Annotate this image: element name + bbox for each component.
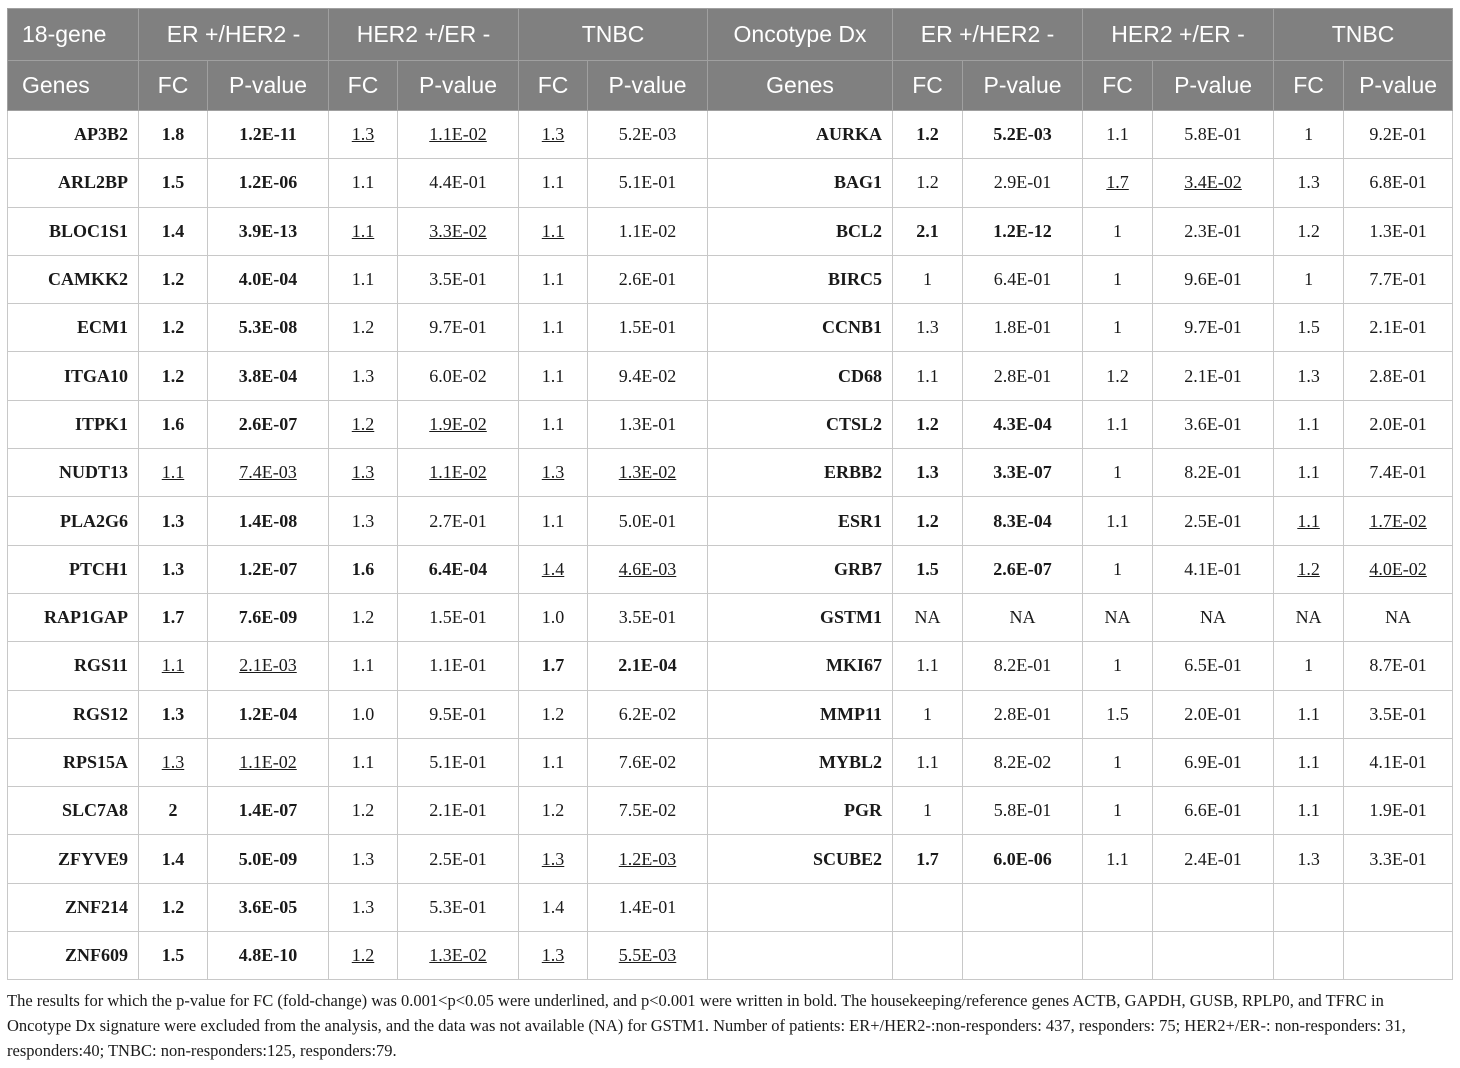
pvalue-cell: 4.8E-10 [208,932,329,980]
fc-cell: 1.5 [893,545,963,593]
fc-cell [1274,932,1344,980]
pvalue-cell: 7.6E-02 [588,738,708,786]
gene-name-cell: AURKA [708,111,893,159]
gene-name-cell: RGS12 [8,690,139,738]
fc-cell: 1.2 [893,400,963,448]
gene-name-cell: RGS11 [8,642,139,690]
pvalue-cell: 3.5E-01 [588,593,708,641]
col-group-er-pos-left: ER +/HER2 - [139,9,329,61]
pvalue-cell: 5.2E-03 [588,111,708,159]
fc-cell: 1.2 [1083,352,1153,400]
fc-cell: 1.1 [1083,835,1153,883]
results-table [7,8,1453,980]
fc-cell: 1.2 [139,883,208,931]
gene-name-cell: MMP11 [708,690,893,738]
table-row [8,159,1453,207]
pvalue-cell: 2.8E-01 [963,352,1083,400]
fc-cell: 1.1 [139,642,208,690]
col-genes-left: Genes [8,61,139,111]
fc-cell: 1 [1083,304,1153,352]
fc-cell: 1.3 [519,835,588,883]
table-row [8,787,1453,835]
pvalue-cell: 4.6E-03 [588,545,708,593]
col-fc: FC [1083,61,1153,111]
fc-cell: 1.1 [519,304,588,352]
table-row [8,932,1453,980]
pvalue-cell: 5.5E-03 [588,932,708,980]
pvalue-cell: 2.6E-01 [588,255,708,303]
fc-cell: 1.2 [1274,545,1344,593]
col-pvalue: P-value [1344,61,1453,111]
fc-cell: NA [893,593,963,641]
fc-cell: 1.3 [519,932,588,980]
gene-name-cell: BAG1 [708,159,893,207]
pvalue-cell: 8.2E-02 [963,738,1083,786]
gene-name-cell: CTSL2 [708,400,893,448]
pvalue-cell: 7.7E-01 [1344,255,1453,303]
col-fc: FC [519,61,588,111]
fc-cell: 1.7 [139,593,208,641]
pvalue-cell [1153,883,1274,931]
gene-name-cell: PTCH1 [8,545,139,593]
pvalue-cell: 2.0E-01 [1344,400,1453,448]
pvalue-cell: 1.2E-04 [208,690,329,738]
col-group-18-gene: 18-gene [8,9,139,61]
pvalue-cell: 3.3E-07 [963,449,1083,497]
fc-cell: 1.1 [1083,400,1153,448]
gene-name-cell: PLA2G6 [8,497,139,545]
pvalue-cell: 1.1E-02 [208,738,329,786]
gene-name-cell: GRB7 [708,545,893,593]
fc-cell: 1.2 [329,593,398,641]
col-pvalue: P-value [588,61,708,111]
pvalue-cell: 3.3E-02 [398,207,519,255]
table-row [8,400,1453,448]
pvalue-cell: 2.6E-07 [208,400,329,448]
gene-name-cell: GSTM1 [708,593,893,641]
fc-cell: 1 [1083,449,1153,497]
pvalue-cell: 1.3E-02 [398,932,519,980]
pvalue-cell: 2.8E-01 [963,690,1083,738]
fc-cell: 1.3 [329,111,398,159]
fc-cell: 1.2 [329,932,398,980]
pvalue-cell: 5.3E-01 [398,883,519,931]
pvalue-cell: 7.5E-02 [588,787,708,835]
pvalue-cell: 4.3E-04 [963,400,1083,448]
pvalue-cell: 2.1E-01 [1344,304,1453,352]
pvalue-cell: 3.8E-04 [208,352,329,400]
fc-cell: 1.5 [139,932,208,980]
fc-cell: 1.1 [329,255,398,303]
fc-cell: 1.2 [329,787,398,835]
fc-cell: NA [1274,593,1344,641]
fc-cell: 1 [1083,255,1153,303]
table-row [8,111,1453,159]
fc-cell: 1.1 [1274,497,1344,545]
pvalue-cell: 2.8E-01 [1344,352,1453,400]
pvalue-cell: 4.1E-01 [1153,545,1274,593]
pvalue-cell: 9.6E-01 [1153,255,1274,303]
pvalue-cell: 1.2E-07 [208,545,329,593]
fc-cell: 1.1 [329,642,398,690]
pvalue-cell: 8.7E-01 [1344,642,1453,690]
pvalue-cell: 5.3E-08 [208,304,329,352]
pvalue-cell: 4.4E-01 [398,159,519,207]
fc-cell: 1.7 [519,642,588,690]
pvalue-cell: 1.4E-07 [208,787,329,835]
pvalue-cell: 2.1E-01 [398,787,519,835]
gene-name-cell: CD68 [708,352,893,400]
fc-cell: 1.3 [139,738,208,786]
gene-name-cell: AP3B2 [8,111,139,159]
fc-cell: 1.2 [893,159,963,207]
fc-cell: 1.1 [1274,449,1344,497]
pvalue-cell: 1.2E-03 [588,835,708,883]
fc-cell: 1.3 [893,449,963,497]
gene-name-cell: RAP1GAP [8,593,139,641]
pvalue-cell: 8.2E-01 [963,642,1083,690]
fc-cell: 1.2 [139,352,208,400]
fc-cell: 1.1 [519,159,588,207]
fc-cell: 1.3 [329,352,398,400]
pvalue-cell: 5.8E-01 [1153,111,1274,159]
table-row [8,835,1453,883]
fc-cell: 1 [1083,545,1153,593]
fc-cell: 1.1 [1274,400,1344,448]
fc-cell: 1.3 [519,449,588,497]
gene-name-cell [708,932,893,980]
table-row [8,593,1453,641]
fc-cell: 1.4 [139,835,208,883]
fc-cell: 1.1 [893,642,963,690]
pvalue-cell: 3.3E-01 [1344,835,1453,883]
pvalue-cell [1344,932,1453,980]
fc-cell: 1.5 [139,159,208,207]
fc-cell: 1.3 [1274,352,1344,400]
table-footnote: The results for which the p-value for FC (fold-change) was 0.001<p<0.05 were underlined, and p<0.001 were written in bold. The housekeeping/reference genes ACTB, GAPDH, GUSB, RPLP0, and TFRC in Oncotype Dx signature were excluded from the analysis, and the data was not available (NA) for GSTM1. Number of patients: ER+/HER2-:non-responders: 437, responders: 75; HER2+/ER-: non-responders: 31, responders:40; TNBC: non-responders:125, responders:79. [7,991,1406,1060]
pvalue-cell: 6.4E-04 [398,545,519,593]
col-group-her2-pos-right: HER2 +/ER - [1083,9,1274,61]
fc-cell: 1.3 [519,111,588,159]
pvalue-cell: 6.0E-02 [398,352,519,400]
pvalue-cell: 5.1E-01 [588,159,708,207]
gene-name-cell: ESR1 [708,497,893,545]
pvalue-cell: 6.9E-01 [1153,738,1274,786]
pvalue-cell: 1.2E-11 [208,111,329,159]
col-group-tnbc-right: TNBC [1274,9,1453,61]
fc-cell: 1.0 [329,690,398,738]
fc-cell: 1.2 [893,111,963,159]
pvalue-cell: 3.5E-01 [398,255,519,303]
fc-cell: 1.3 [139,545,208,593]
pvalue-cell: 2.3E-01 [1153,207,1274,255]
fc-cell: NA [1083,593,1153,641]
fc-cell: 1.3 [1274,159,1344,207]
fc-cell: 1.5 [1083,690,1153,738]
pvalue-cell: 1.1E-01 [398,642,519,690]
col-pvalue: P-value [1153,61,1274,111]
gene-name-cell: PGR [708,787,893,835]
fc-cell: 1.2 [329,304,398,352]
table-row [8,255,1453,303]
pvalue-cell: 9.7E-01 [1153,304,1274,352]
fc-cell: 2 [139,787,208,835]
fc-cell: 1.1 [1274,738,1344,786]
pvalue-cell: 3.6E-01 [1153,400,1274,448]
pvalue-cell: 5.0E-01 [588,497,708,545]
pvalue-cell: NA [1153,593,1274,641]
fc-cell: 1 [1083,642,1153,690]
pvalue-cell: 1.3E-01 [588,400,708,448]
fc-cell: 1.3 [329,449,398,497]
pvalue-cell: 6.6E-01 [1153,787,1274,835]
fc-cell: 1.2 [329,400,398,448]
gene-name-cell: ECM1 [8,304,139,352]
pvalue-cell: 5.1E-01 [398,738,519,786]
pvalue-cell: 1.4E-01 [588,883,708,931]
col-group-tnbc-left: TNBC [519,9,708,61]
pvalue-cell: 1.1E-02 [398,111,519,159]
fc-cell: 1.1 [1274,787,1344,835]
pvalue-cell: 6.2E-02 [588,690,708,738]
pvalue-cell: 2.0E-01 [1153,690,1274,738]
pvalue-cell: 4.0E-02 [1344,545,1453,593]
table-row [8,738,1453,786]
fc-cell: 2.1 [893,207,963,255]
fc-cell: 1.1 [1274,690,1344,738]
pvalue-cell: 1.9E-01 [1344,787,1453,835]
fc-cell: 1 [1274,642,1344,690]
pvalue-cell: 1.3E-02 [588,449,708,497]
table-row [8,545,1453,593]
pvalue-cell: 9.7E-01 [398,304,519,352]
pvalue-cell: 6.4E-01 [963,255,1083,303]
fc-cell: 1 [1274,111,1344,159]
pvalue-cell: 5.0E-09 [208,835,329,883]
fc-cell: 1.2 [893,497,963,545]
pvalue-cell: 1.2E-06 [208,159,329,207]
fc-cell: 1.3 [893,304,963,352]
pvalue-cell: 4.1E-01 [1344,738,1453,786]
gene-name-cell: SLC7A8 [8,787,139,835]
gene-name-cell: ZNF609 [8,932,139,980]
fc-cell: 1 [1083,787,1153,835]
table-row [8,690,1453,738]
col-group-her2-pos-left: HER2 +/ER - [329,9,519,61]
table-row [8,304,1453,352]
col-fc: FC [139,61,208,111]
pvalue-cell: 5.2E-03 [963,111,1083,159]
fc-cell: 1.0 [519,593,588,641]
gene-name-cell: ITPK1 [8,400,139,448]
fc-cell: 1.1 [139,449,208,497]
fc-cell [1083,883,1153,931]
pvalue-cell: 7.6E-09 [208,593,329,641]
pvalue-cell: 4.0E-04 [208,255,329,303]
gene-name-cell: BCL2 [708,207,893,255]
fc-cell: 1.6 [139,400,208,448]
pvalue-cell: 1.8E-01 [963,304,1083,352]
gene-name-cell: ITGA10 [8,352,139,400]
pvalue-cell: 1.9E-02 [398,400,519,448]
pvalue-cell: 1.1E-02 [398,449,519,497]
pvalue-cell: 8.3E-04 [963,497,1083,545]
fc-cell [1274,883,1344,931]
fc-cell: 1 [893,787,963,835]
fc-cell: 1.2 [139,255,208,303]
fc-cell [893,883,963,931]
gene-name-cell: RPS15A [8,738,139,786]
fc-cell: 1 [1083,738,1153,786]
fc-cell: 1.2 [519,787,588,835]
col-pvalue: P-value [963,61,1083,111]
fc-cell: 1.1 [519,738,588,786]
gene-name-cell: BLOC1S1 [8,207,139,255]
fc-cell: 1.1 [893,352,963,400]
pvalue-cell: 1.3E-01 [1344,207,1453,255]
fc-cell: 1.7 [1083,159,1153,207]
gene-name-cell: MYBL2 [708,738,893,786]
pvalue-cell: 2.5E-01 [1153,497,1274,545]
fc-cell: 1.8 [139,111,208,159]
fc-cell: 1.3 [139,497,208,545]
pvalue-cell: 7.4E-03 [208,449,329,497]
pvalue-cell: 1.4E-08 [208,497,329,545]
gene-name-cell: CAMKK2 [8,255,139,303]
table-row [8,497,1453,545]
pvalue-cell: 6.8E-01 [1344,159,1453,207]
pvalue-cell: 9.2E-01 [1344,111,1453,159]
col-genes-right: Genes [708,61,893,111]
gene-name-cell [708,883,893,931]
pvalue-cell [1153,932,1274,980]
pvalue-cell [963,883,1083,931]
pvalue-cell: 2.1E-04 [588,642,708,690]
fc-cell: 1.2 [1274,207,1344,255]
pvalue-cell: NA [1344,593,1453,641]
fc-cell: 1.3 [329,497,398,545]
pvalue-cell: 2.4E-01 [1153,835,1274,883]
fc-cell: 1.6 [329,545,398,593]
col-pvalue: P-value [208,61,329,111]
pvalue-cell: 1.1E-02 [588,207,708,255]
fc-cell: 1.4 [519,545,588,593]
pvalue-cell: 1.2E-12 [963,207,1083,255]
fc-cell: 1.2 [519,690,588,738]
pvalue-cell: 6.0E-06 [963,835,1083,883]
fc-cell: 1.1 [329,159,398,207]
pvalue-cell: 2.7E-01 [398,497,519,545]
col-group-er-pos-right: ER +/HER2 - [893,9,1083,61]
fc-cell: 1.1 [519,400,588,448]
pvalue-cell: 1.5E-01 [398,593,519,641]
gene-name-cell: CCNB1 [708,304,893,352]
fc-cell: 1.3 [139,690,208,738]
pvalue-cell: NA [963,593,1083,641]
pvalue-cell: 7.4E-01 [1344,449,1453,497]
fc-cell: 1.3 [1274,835,1344,883]
pvalue-cell: 1.5E-01 [588,304,708,352]
col-fc: FC [329,61,398,111]
col-group-oncotype: Oncotype Dx [708,9,893,61]
pvalue-cell: 2.9E-01 [963,159,1083,207]
table-row [8,883,1453,931]
table-row [8,207,1453,255]
fc-cell: 1.3 [329,835,398,883]
fc-cell: 1 [1083,207,1153,255]
gene-name-cell: ZFYVE9 [8,835,139,883]
fc-cell: 1.1 [1083,111,1153,159]
fc-cell: 1.1 [329,738,398,786]
pvalue-cell: 9.5E-01 [398,690,519,738]
col-fc: FC [893,61,963,111]
table-row [8,449,1453,497]
fc-cell: 1.7 [893,835,963,883]
table-body [8,111,1453,980]
pvalue-cell: 2.5E-01 [398,835,519,883]
pvalue-cell [963,932,1083,980]
fc-cell [1083,932,1153,980]
pvalue-cell: 3.4E-02 [1153,159,1274,207]
fc-cell: 1 [893,255,963,303]
gene-name-cell: BIRC5 [708,255,893,303]
fc-cell: 1.5 [1274,304,1344,352]
pvalue-cell: 9.4E-02 [588,352,708,400]
pvalue-cell: 3.5E-01 [1344,690,1453,738]
pvalue-cell: 5.8E-01 [963,787,1083,835]
gene-name-cell: ZNF214 [8,883,139,931]
fc-cell: 1.2 [139,304,208,352]
table-row [8,352,1453,400]
pvalue-cell [1344,883,1453,931]
gene-name-cell: SCUBE2 [708,835,893,883]
fc-cell: 1.1 [519,352,588,400]
pvalue-cell: 3.9E-13 [208,207,329,255]
gene-name-cell: MKI67 [708,642,893,690]
fc-cell: 1.1 [329,207,398,255]
col-pvalue: P-value [398,61,519,111]
fc-cell: 1.1 [1083,497,1153,545]
pvalue-cell: 2.1E-01 [1153,352,1274,400]
fc-cell: 1 [893,690,963,738]
fc-cell: 1.4 [519,883,588,931]
pvalue-cell: 6.5E-01 [1153,642,1274,690]
col-fc: FC [1274,61,1344,111]
fc-cell: 1.1 [519,497,588,545]
pvalue-cell: 8.2E-01 [1153,449,1274,497]
pvalue-cell: 2.1E-03 [208,642,329,690]
fc-cell: 1.1 [893,738,963,786]
fc-cell [893,932,963,980]
pvalue-cell: 2.6E-07 [963,545,1083,593]
table-row [8,642,1453,690]
fc-cell: 1 [1274,255,1344,303]
fc-cell: 1.4 [139,207,208,255]
fc-cell: 1.1 [519,207,588,255]
pvalue-cell: 3.6E-05 [208,883,329,931]
fc-cell: 1.3 [329,883,398,931]
gene-name-cell: NUDT13 [8,449,139,497]
gene-name-cell: ARL2BP [8,159,139,207]
pvalue-cell: 1.7E-02 [1344,497,1453,545]
fc-cell: 1.1 [519,255,588,303]
gene-name-cell: ERBB2 [708,449,893,497]
